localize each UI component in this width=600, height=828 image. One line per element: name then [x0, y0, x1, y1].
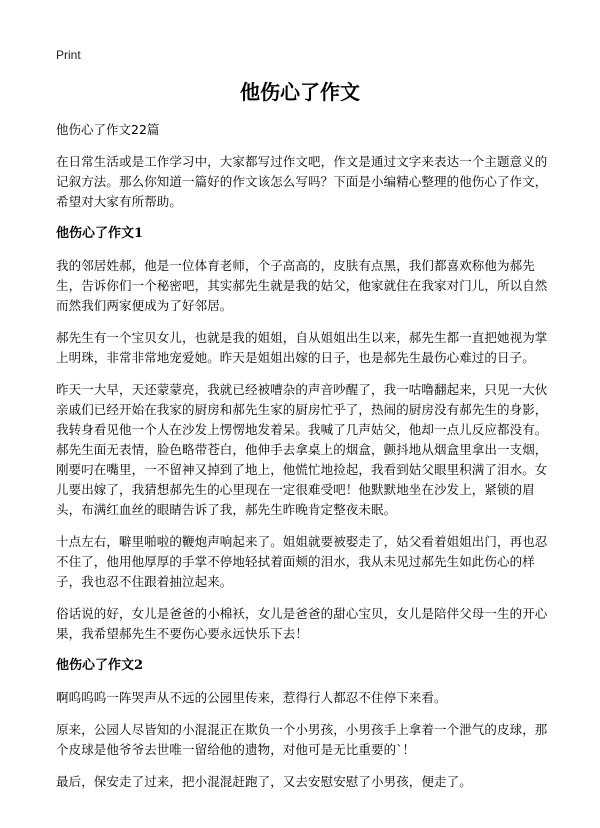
section-heading-1: 他伤心了作文1 [56, 226, 144, 241]
print-label[interactable]: Print [56, 48, 81, 62]
page-title: 他伤心了作文 [240, 80, 360, 104]
section-1-paragraph: 十点左右，噼里啪啦的鞭炮声响起来了。姐姐就要被娶走了，姑父看着姐姐出门，再也忍不住了，他用他厚厚的手掌不停地轻拭着面颊的泪水，我从未见过郝先生如此伤心的样子，我也忍不住跟着抽泣起来。 [56, 534, 548, 589]
section-1-paragraph: 郝先生有一个宝贝女儿，也就是我的姐姐，自从姐姐出生以来，郝先生都一直把她视为掌上明珠，非常非常地宠爱她。昨天是姐姐出嫁的日子，也是郝先生最伤心难过的日子。 [56, 330, 548, 365]
intro-paragraph: 在日常生活或是工作学习中，大家都写过作文吧，作文是通过文字来表达一个主题意义的记叙方法。那么你知道一篇好的作文该怎么写吗？下面是小编精心整理的他伤心了作文，希望对大家有所帮助。 [56, 154, 548, 209]
article-subtitle: 他伤心了作文22篇 [56, 122, 160, 137]
section-1-paragraph: 昨天一大早，天还蒙蒙亮，我就已经被嘈杂的声音吵醒了，我一咕噜翻起来，只见一大伙亲戚们已经开始在我家的厨房和郝先生家的厨房忙乎了，热闹的厨房没有郝先生的身影，我转身看见他一个人在沙发上愣愣地发着呆。我喊了几声姑父，他却一点儿反应都没有。郝先生面无表情，脸色略带苍白，他伸手去拿桌上的烟盒，颤抖地从烟盒里拿出一支烟，刚要叼在嘴里，一不留神又掉到了地上，他慌忙地捡起，我看到姑父眼里积满了泪水。女儿要出嫁了，我猜想郝先生的心里现在一定很难受吧！他默默地坐在沙发上，紧锁的眉头，布满红血丝的眼睛告诉了我，郝先生昨晚肯定整夜未眠。 [56, 382, 548, 517]
section-1-paragraph: 我的邻居姓郝，他是一位体育老师，个子高高的，皮肤有点黑，我们都喜欢称他为郝先生，告诉你们一个秘密吧，其实郝先生就是我的姑父，他家就住在我家对门儿，所以自然而然我们两家便成为了好邻居。 [56, 258, 548, 313]
section-heading-2: 他伤心了作文2 [56, 658, 144, 673]
section-1-paragraph: 俗话说的好，女儿是爸爸的小棉袄，女儿是爸爸的甜心宝贝，女儿是陪伴父母一生的开心果，我希望郝先生不要伤心要永远快乐下去！ [56, 606, 548, 641]
section-2-paragraph: 原来，公园人尽皆知的小混混正在欺负一个小男孩，小男孩手上拿着一个泄气的皮球，那个皮球是他爷爷去世唯一留给他的遗物，对他可是无比重要的`！ [56, 722, 548, 757]
article-body [56, 120, 552, 804]
section-2-paragraph: 最后，保安走了过来，把小混混赶跑了，又去安慰安慰了小男孩，便走了。 [56, 774, 472, 789]
section-2-paragraph: 啊呜呜呜一阵哭声从不远的公园里传来，惹得行人都忍不住停下来看。 [56, 690, 447, 705]
